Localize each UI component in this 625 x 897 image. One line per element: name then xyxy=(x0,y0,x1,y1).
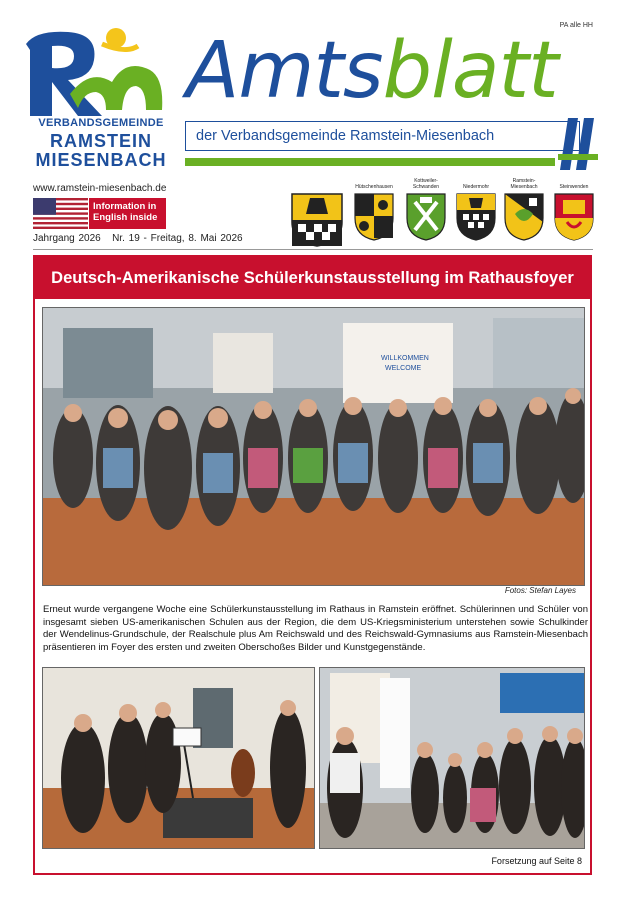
english-info-line-2: English inside xyxy=(93,212,158,224)
coat-niedermohr xyxy=(452,178,500,242)
english-info-label xyxy=(89,198,166,229)
issue-number-date: Nr. 19 - Freitag, 8. Mai 2026 xyxy=(112,233,243,244)
continuation-note: Forsetzung auf Seite 8 xyxy=(491,856,582,866)
logo-line-3: MIESENBACH xyxy=(35,150,167,170)
coat-steinwenden xyxy=(550,178,598,242)
coat-huetschenhausen xyxy=(350,178,398,242)
photo-credit: Fotos: Stefan Layes xyxy=(504,586,576,595)
musicians-photo xyxy=(42,667,315,849)
title-part-blatt: blatt xyxy=(382,26,558,116)
coat-of-arms-icon xyxy=(455,192,497,242)
coat-ramstein-miesenbach xyxy=(500,178,548,242)
website-link[interactable]: www.ramstein-miesenbach.de xyxy=(33,183,167,194)
coat-name xyxy=(288,178,346,190)
english-info-badge xyxy=(33,198,166,229)
issue-line xyxy=(33,233,243,244)
headline-bar xyxy=(35,257,590,299)
article-body: Erneut wurde vergangene Woche eine Schülerkunstausstellung im Rathaus in Ramstein eröffnet. Schülerinnen und Schüler von insgesamt sieben US-amerikanischen Schulen aus der Region, die dem US-Kriegsministerium unterstehen sowie Schulkinder der Wendelinus-Grundschule, der Realschule plus Am Reichswald und des Reichswald-Gymnasiums aus Ramstein-Miesenbach präsentieren im Foyer des ersten und zweiten Oberschoßes Bilder und Kunstgegenstände. xyxy=(43,604,588,653)
coat-name: Kottweiler-Schwanden xyxy=(412,178,440,190)
lead-article xyxy=(33,255,592,875)
masthead-subtitle-box xyxy=(185,121,580,151)
coat-name: Steinwenden xyxy=(559,183,589,190)
banner-willkommen-text: WILLKOMMEN xyxy=(381,355,429,362)
logo-wordmark xyxy=(26,118,176,169)
article-headline: Deutsch-Amerikanische Schülerkunstausstellung im Rathausfoyer xyxy=(51,269,574,287)
coats-of-arms-row xyxy=(288,178,593,248)
coat-of-arms-icon xyxy=(353,192,395,242)
speech-photo xyxy=(319,667,585,849)
coat-name: Hütschenhausen xyxy=(355,183,393,190)
slash-marks-icon xyxy=(558,118,598,170)
coat-of-arms-icon xyxy=(290,192,344,248)
issue-year: Jahrgang 2026 xyxy=(33,233,101,244)
coat-of-arms-icon xyxy=(405,192,447,242)
coat-of-arms-icon xyxy=(503,192,545,242)
masthead-subtitle: der Verbandsgemeinde Ramstein-Miesenbach xyxy=(196,128,495,144)
us-flag-icon xyxy=(33,198,88,229)
coat-name: Ramstein-Miesenbach xyxy=(510,178,538,190)
coat-of-arms-icon xyxy=(553,192,595,242)
green-rule xyxy=(185,158,555,166)
coat-verbandsgemeinde xyxy=(288,178,346,248)
logo-line-1: VERBANDSGEMEINDE xyxy=(38,117,164,129)
english-info-line-1: Information in xyxy=(93,201,157,212)
title-part-amts: Amts xyxy=(186,26,383,116)
group-photo xyxy=(42,307,585,586)
logo-line-2: RAMSTEIN xyxy=(50,131,152,151)
masthead-title xyxy=(186,26,558,116)
coat-kottweiler-schwanden xyxy=(402,178,450,242)
header-divider xyxy=(33,249,593,250)
distribution-note: PA alle HH xyxy=(559,22,593,29)
coat-name: Niedermohr xyxy=(462,183,490,190)
banner-welcome-text: WELCOME xyxy=(385,365,422,372)
